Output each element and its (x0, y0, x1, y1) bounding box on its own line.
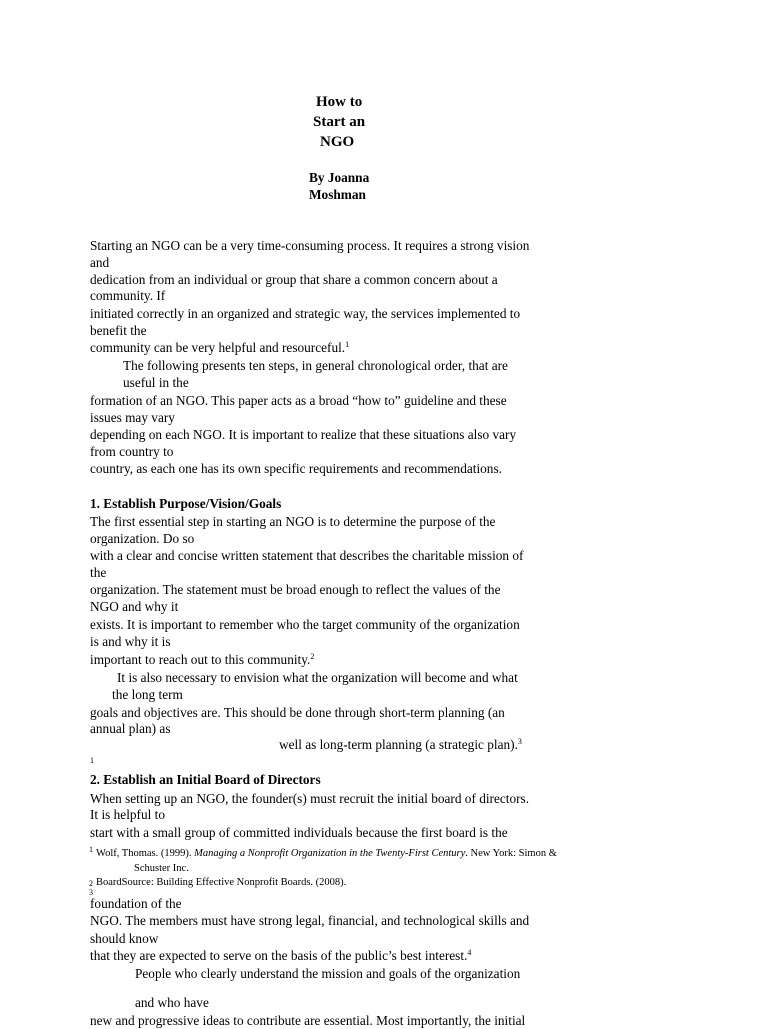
section-1-line: is and why it is (90, 634, 171, 649)
intro-line: initiated correctly in an organized and strategic way, the services implemented to (90, 306, 521, 321)
intro-line: and (90, 255, 110, 270)
section-1-line: goals and objectives are. This should be done through short-term planning (an (90, 705, 505, 720)
footnote-1-mark: 1 (89, 845, 93, 854)
footnote-1-title: Managing a Nonprofit Organization in the Twenty-First Century (194, 848, 466, 859)
footnote-ref: 4 (467, 948, 472, 957)
title-line-1: How to (316, 94, 363, 110)
section-2-line: start with a small group of committed individuals because the first board is the (90, 825, 508, 840)
section-1-line: It is also necessary to envision what the organization will become and what (117, 670, 518, 685)
section-1-line: organization. Do so (90, 531, 195, 546)
section-1-line: annual plan) as (90, 721, 171, 736)
intro-line: from country to (90, 444, 174, 459)
section-1-line (279, 737, 522, 753)
section-2-line: When setting up an NGO, the founder(s) must recruit the initial board of directors. (90, 791, 530, 806)
intro-line: benefit the (90, 323, 147, 338)
intro-line: issues may vary (90, 410, 175, 425)
section-1-text: well as long-term planning (a strategic plan). (279, 737, 518, 752)
section-2-line: foundation of the (90, 896, 182, 911)
section-2-line: NGO. The members must have strong legal, financial, and technological skills and (90, 913, 530, 928)
intro-text: community can be very helpful and resourceful. (90, 340, 346, 355)
section-1-line: exists. It is important to remember who the target community of the organization (90, 617, 520, 632)
intro-line: community. If (90, 288, 166, 303)
footnote-ref: 1 (345, 340, 350, 349)
section-2-line (90, 948, 471, 964)
title-line-2: Start an (313, 114, 366, 130)
section-1-heading: 1. Establish Purpose/Vision/Goals (90, 496, 282, 511)
footnote-1-continued: Schuster Inc. (134, 863, 189, 874)
intro-line: useful in the (123, 375, 189, 390)
section-1-line: organization. The statement must be broad enough to reflect the values of the (90, 582, 501, 597)
title-line-3: NGO (320, 134, 355, 150)
section-2-heading: 2. Establish an Initial Board of Directors (90, 772, 321, 787)
intro-line: The following presents ten steps, in general chronological order, that are (123, 358, 508, 373)
section-2-line: People who clearly understand the mission and goals of the organization (135, 966, 521, 981)
section-1-line: NGO and why it (90, 599, 179, 614)
footnote-ref: 2 (310, 652, 315, 661)
section-2-line: It is helpful to (90, 807, 165, 822)
section-2-line: and who have (135, 995, 209, 1010)
section-2-text: that they are expected to serve on the basis of the public’s best interest. (90, 948, 468, 963)
author-line-1: By Joanna (309, 170, 370, 185)
footnote-1-text: . New York: Simon & (465, 848, 557, 859)
section-1-text: important to reach out to this community. (90, 652, 311, 667)
intro-line (90, 340, 349, 356)
section-1-line (90, 652, 314, 668)
stray-footnote-mark: 1 (90, 756, 94, 765)
footnote-2-mark: 2 (89, 879, 93, 888)
section-1-line: The first essential step in starting an NGO is to determine the purpose of the (90, 514, 496, 529)
footnote-1-text: Wolf, Thomas. (1999). (96, 848, 195, 859)
section-2-line: new and progressive ideas to contribute are essential. Most importantly, the initial (90, 1013, 526, 1028)
section-1-line: the (90, 565, 107, 580)
section-1-line: with a clear and concise written statement that describes the charitable mission of (90, 548, 524, 563)
footnote-2: BoardSource: Building Effective Nonprofit Boards. (2008). (96, 877, 347, 888)
section-2-line: should know (90, 931, 159, 946)
footnote-3-mark: 3 (89, 888, 93, 897)
footnote-1 (96, 847, 557, 860)
intro-line: country, as each one has its own specific requirements and recommendations. (90, 461, 502, 476)
intro-line: dedication from an individual or group that share a common concern about a (90, 272, 498, 287)
footnote-ref: 3 (517, 737, 522, 746)
intro-line: formation of an NGO. This paper acts as a broad “how to” guideline and these (90, 393, 507, 408)
intro-line: Starting an NGO can be a very time-consuming process. It requires a strong vision (90, 238, 530, 253)
section-1-line: the long term (112, 687, 183, 702)
intro-line: depending on each NGO. It is important to realize that these situations also vary (90, 427, 517, 442)
author-line-2: Moshman (309, 187, 366, 202)
